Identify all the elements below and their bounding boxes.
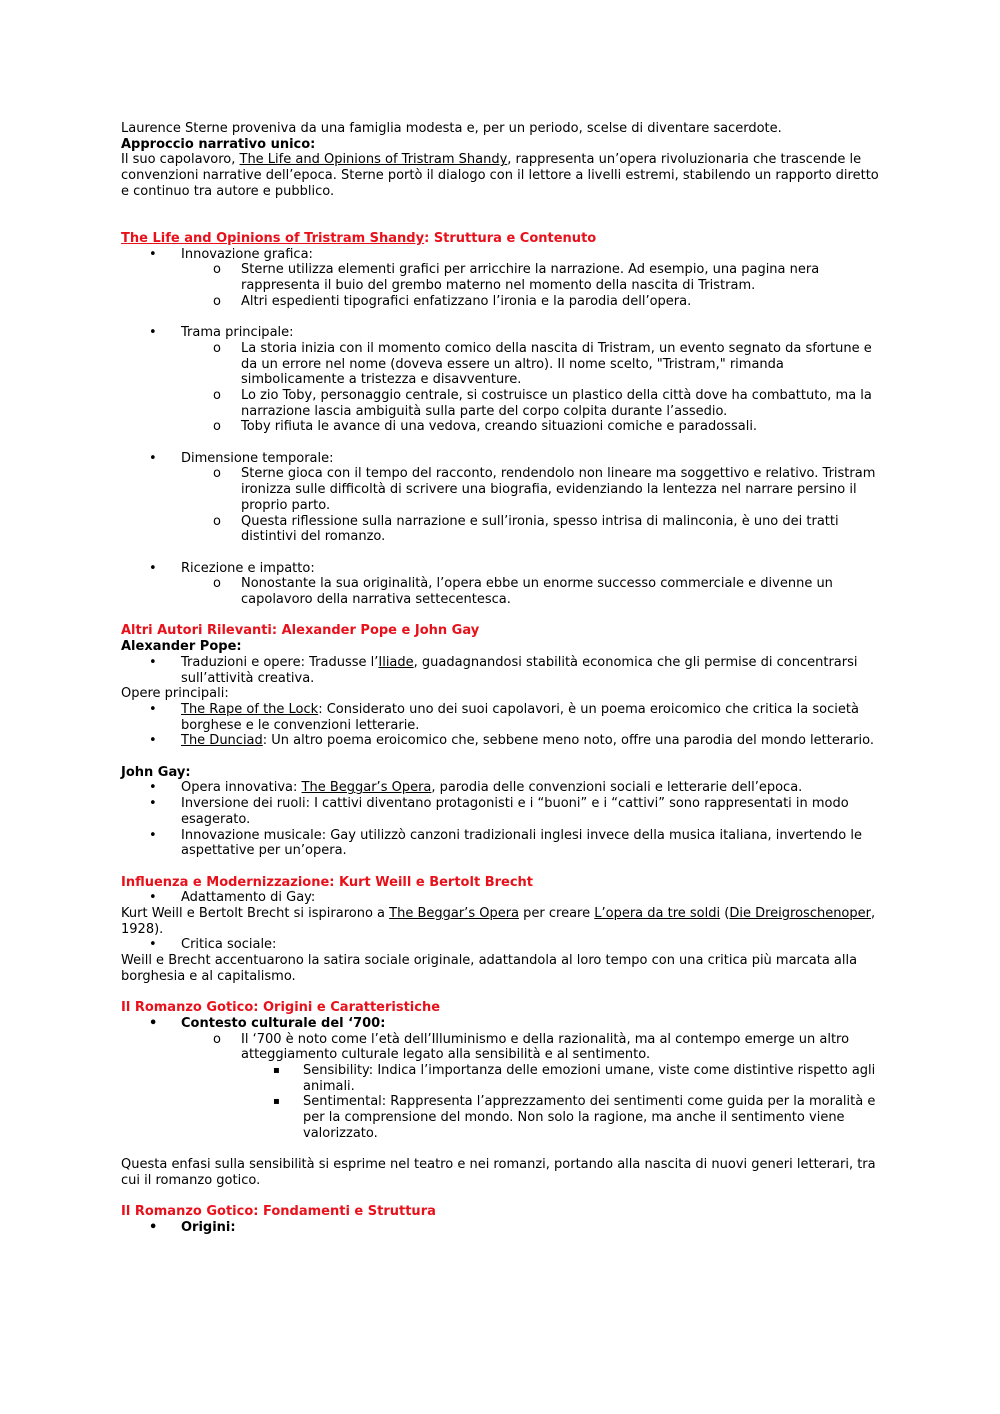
- document-page: [121, 121, 881, 1236]
- section-heading-gotico: Il Romanzo Gotico: Origini e Caratteristiche: [121, 1000, 441, 1016]
- influenza-paragraph: Kurt Weill e Bertolt Brecht si ispirarono a The Beggar’s Opera per creare L’opera da tre soldi (Die Dreigroschenoper, 1928).: [121, 906, 876, 937]
- section-heading-influenza: Influenza e Modernizzazione: Kurt Weill e Bertolt Brecht: [121, 874, 534, 890]
- list-item: • Opera innovativa: The Beggar’s Opera, parodia delle convenzioni sociali e letterarie dell’epoca.: [149, 780, 803, 796]
- list-item: • Dimensione temporale:: [149, 450, 334, 466]
- gotico-paragraph: Questa enfasi sulla sensibilità si esprime nel teatro e nei romanzi, portando alla nascita di nuovi generi letterari, tra cui il romanzo gotico.: [121, 1157, 876, 1188]
- list-item: • Adattamento di Gay:: [149, 890, 316, 906]
- list-item: o Toby rifiuta le avance di una vedova, creando situazioni comiche e paradossali.: [213, 419, 758, 435]
- list-item: ▪ Sensibility: Indica l’importanza delle emozioni umane, viste come distintive rispetto agli animali.: [273, 1063, 876, 1094]
- book-title-link: The Life and Opinions of Tristram Shandy: [239, 152, 508, 168]
- list-item: • The Rape of the Lock: Considerato uno dei suoi capolavori, è un poema eroicomico che critica la società borghese e le convenzioni letterarie.: [149, 701, 859, 733]
- list-item: • Origini:: [149, 1220, 236, 1236]
- list-item: • Trama principale:: [149, 325, 294, 341]
- list-item: o Nonostante la sua originalità, l’opera ebbe un enorme successo commerciale e divenne un capolavoro della narrativa settecentesca.: [213, 576, 833, 608]
- list-item: o Sterne gioca con il tempo del racconto, rendendolo non lineare ma soggettivo e relativo. Tristram ironizza sulle difficoltà di scrivere una biografia, evidenziando la lentezza nel narrare persino il proprio parto.: [213, 466, 876, 513]
- list-item: ▪ Sentimental: Rappresenta l’apprezzamento dei sentimenti come guida per la moralità e per la comprensione del mondo. Non solo la ragione, ma anche il sentimento viene valorizzato.: [273, 1094, 876, 1141]
- list-item: • Traduzioni e opere: Tradusse l’Iliade, guadagnandosi stabilità economica che gli permise di concentrarsi sull’attività creativa.: [149, 654, 858, 686]
- influenza-paragraph-2: Weill e Brecht accentuarono la satira sociale originale, adattandola al loro tempo con una critica più marcata alla borghesia e al capitalismo.: [121, 953, 858, 984]
- section-heading-altri: Altri Autori Rilevanti: Alexander Pope e John Gay: [121, 623, 480, 639]
- section-heading-tristram: The Life and Opinions of Tristram Shandy: Struttura e Contenuto: [121, 230, 597, 246]
- intro-paragraph: Laurence Sterne proveniva da una famiglia modesta e, per un periodo, scelse di diventare sacerdote.: [121, 121, 782, 136]
- list-item: • Inversione dei ruoli: I cattivi diventano protagonisti e i “buoni” e i “cattivi” sono rappresentati in modo esagerato.: [149, 796, 849, 827]
- list-item: • Contesto culturale del ‘700:: [149, 1015, 386, 1031]
- intro-heading: Approccio narrativo unico:: [121, 136, 316, 152]
- opere-label: Opere principali:: [121, 686, 229, 702]
- subheading-pope: Alexander Pope:: [121, 639, 242, 655]
- list-item: • Critica sociale:: [149, 937, 277, 953]
- list-item: o Sterne utilizza elementi grafici per arricchire la narrazione. Ad esempio, una pagina nera rappresenta il buio del grembo materno nel momento della nascita di Tristram.: [213, 262, 820, 294]
- list-item: • Innovazione musicale: Gay utilizzò canzoni tradizionali inglesi invece della musica italiana, invertendo le aspettative per un’opera.: [149, 827, 862, 859]
- list-item: • The Dunciad: Un altro poema eroicomico che, sebbene meno noto, offre una parodia del mondo letterario.: [149, 733, 874, 749]
- section-heading-gotico-2: Il Romanzo Gotico: Fondamenti e Struttura: [121, 1204, 436, 1220]
- list-item: o Altri espedienti tipografici enfatizzano l’ironia e la parodia dell’opera.: [213, 293, 692, 309]
- intro-paragraph-2: Il suo capolavoro, The Life and Opinions of Tristram Shandy, rappresenta un’opera rivoluzionaria che trascende le convenzioni narrative dell’epoca. Sterne portò il dialogo con il lettore a livelli estremi, stabilendo un rapporto diretto e continuo tra autore e pubblico.: [121, 152, 879, 199]
- list-item: o Lo zio Toby, personaggio centrale, si costruisce un plastico della città dove ha combattuto, ma la narrazione lascia ambiguità sulla parte del corpo colpita durante l’assedio.: [213, 387, 872, 419]
- list-item: o Questa riflessione sulla narrazione e sull’ironia, spesso intrisa di malinconia, è uno dei tratti distintivi del romanzo.: [213, 513, 839, 545]
- list-item: • Ricezione e impatto:: [149, 560, 315, 576]
- list-item: • Innovazione grafica:: [149, 246, 313, 262]
- list-item: o Il ‘700 è noto come l’età dell’Illuminismo e della razionalità, ma al contempo emerge un altro atteggiamento culturale legato alla sensibilità e al sentimento.: [213, 1031, 850, 1063]
- subheading-gay: John Gay:: [121, 764, 191, 780]
- list-item: o La storia inizia con il momento comico della nascita di Tristram, un evento segnato da sfortune e da un errore nel nome (doveva essere un altro). Il nome scelto, "Tristram," rimanda simbolicamente a tristezza e disavventure.: [213, 340, 872, 388]
